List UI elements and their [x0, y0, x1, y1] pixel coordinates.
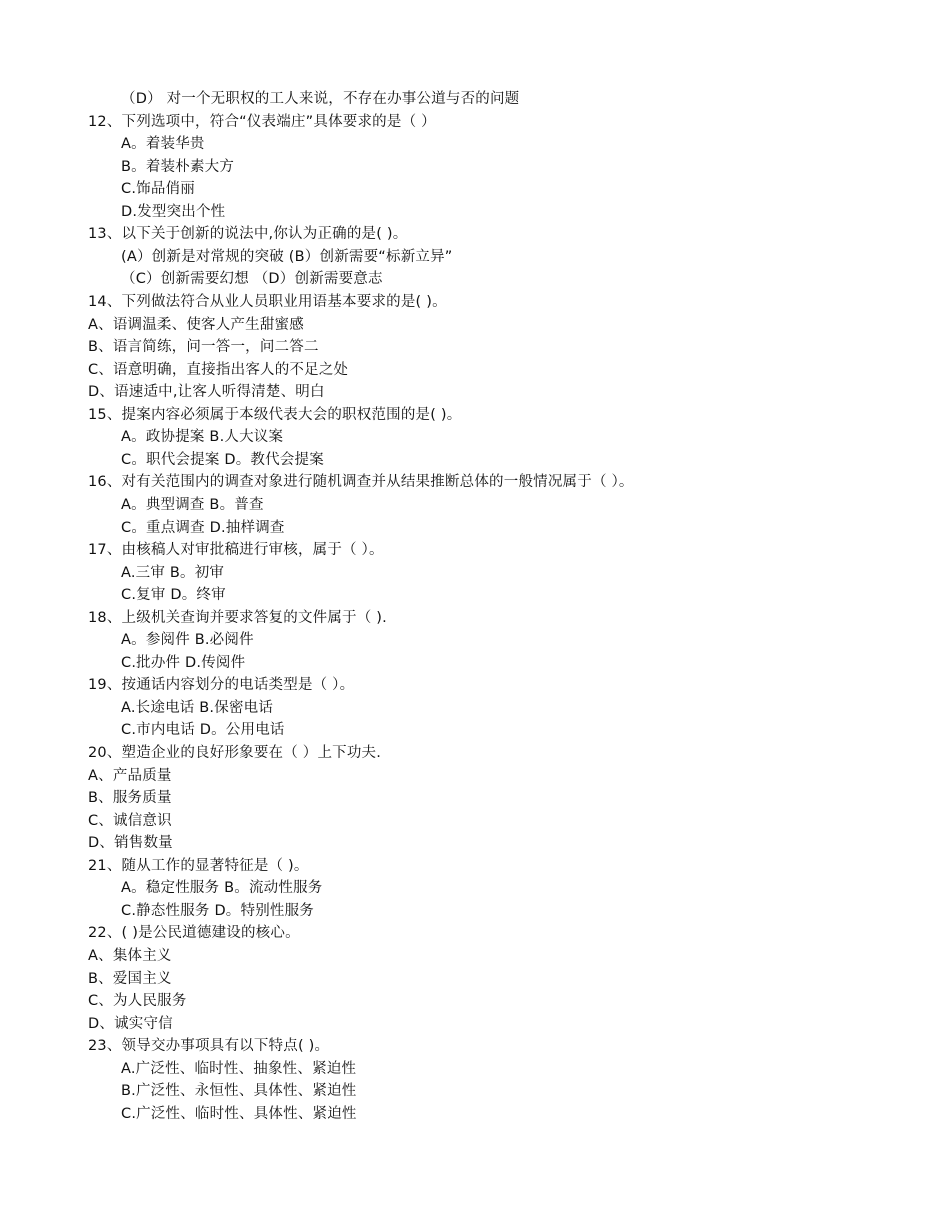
question-line: 21、随从工作的显著特征是（ )。	[88, 857, 309, 874]
question-line: 22、( )是公民道德建设的核心。	[88, 925, 300, 942]
option-line: C。职代会提案 D。教代会提案	[121, 451, 324, 468]
question-line: 17、由核稿人对审批稿进行审核，属于（ ）。	[88, 542, 384, 558]
question-line: 16、对有关范围内的调查对象进行随机调查并从结果推断总体的一般情况属于（ ）。	[88, 474, 634, 491]
option-line: A。稳定性服务 B。流动性服务	[121, 880, 323, 897]
question-line: 23、领导交办事项具有以下特点( )。	[88, 1038, 330, 1055]
question-line: 14、下列做法符合从业人员职业用语基本要求的是( )。	[88, 294, 447, 310]
option-line: A、产品质量	[88, 767, 172, 784]
option-line: D、语速适中,让客人听得清楚、明白	[88, 384, 325, 401]
option-line: A.长途电话 B.保密电话	[121, 699, 274, 716]
option-line: B.广泛性、永恒性、具体性、紧迫性	[121, 1083, 357, 1100]
question-line: 19、按通话内容划分的电话类型是（ ）。	[88, 677, 355, 694]
option-line: A.广泛性、临时性、抽象性、紧迫性	[121, 1060, 357, 1077]
option-line: C.复审 D。终审	[121, 587, 226, 604]
option-line: A。参阅件 B.必阅件	[121, 632, 254, 649]
option-line: A。政协提案 B.人大议案	[121, 429, 284, 446]
option-line: A、语调温柔、使客人产生甜蜜感	[88, 316, 304, 333]
option-line: C、为人民服务	[88, 993, 187, 1009]
option-line: （C）创新需要幻想 （D）创新需要意志	[121, 271, 383, 288]
option-line: C.静态性服务 D。特别性服务	[121, 902, 315, 919]
option-line: （D） 对一个无职权的工人来说，不存在办事公道与否的问题	[121, 91, 520, 107]
option-line: A、集体主义	[88, 947, 172, 964]
option-line: C。重点调查 D.抽样调查	[121, 519, 285, 536]
option-line: C、诚信意识	[88, 812, 172, 829]
option-line: A。典型调查 B。普查	[121, 496, 264, 513]
option-line: D、诚实守信	[88, 1015, 173, 1032]
option-line: B、语言简练，问一答一，问二答二	[88, 339, 319, 356]
option-line: (A）创新是对常规的突破 (B）创新需要“标新立异”	[121, 248, 453, 265]
option-line: B。着装朴素大方	[121, 158, 235, 175]
option-line: D、销售数量	[88, 835, 173, 852]
option-line: A.三审 B。初审	[121, 564, 225, 581]
question-line: 20、塑造企业的良好形象要在（ ）上下功夫.	[88, 745, 382, 761]
option-line: B、服务质量	[88, 790, 172, 807]
option-line: C.市内电话 D。公用电话	[121, 722, 285, 739]
option-line: B、爱国主义	[88, 970, 172, 987]
option-line: C.广泛性、临时性、具体性、紧迫性	[121, 1105, 357, 1122]
question-line: 13、以下关于创新的说法中,你认为正确的是( )。	[88, 226, 408, 243]
option-line: A。着装华贵	[121, 136, 205, 153]
option-line: D.发型突出个性	[121, 203, 226, 220]
question-line: 15、提案内容必须属于本级代表大会的职权范围的是( )。	[88, 406, 462, 423]
question-line: 18、上级机关查询并要求答复的文件属于（ ).	[88, 609, 387, 626]
question-line: 12、下列选项中，符合“仪表端庄”具体要求的是（ ）	[88, 113, 436, 130]
option-line: C.批办件 D.传阅件	[121, 654, 246, 671]
option-line: C、语意明确，直接指出客人的不足之处	[88, 361, 349, 378]
option-line: C.饰品俏丽	[121, 181, 195, 198]
